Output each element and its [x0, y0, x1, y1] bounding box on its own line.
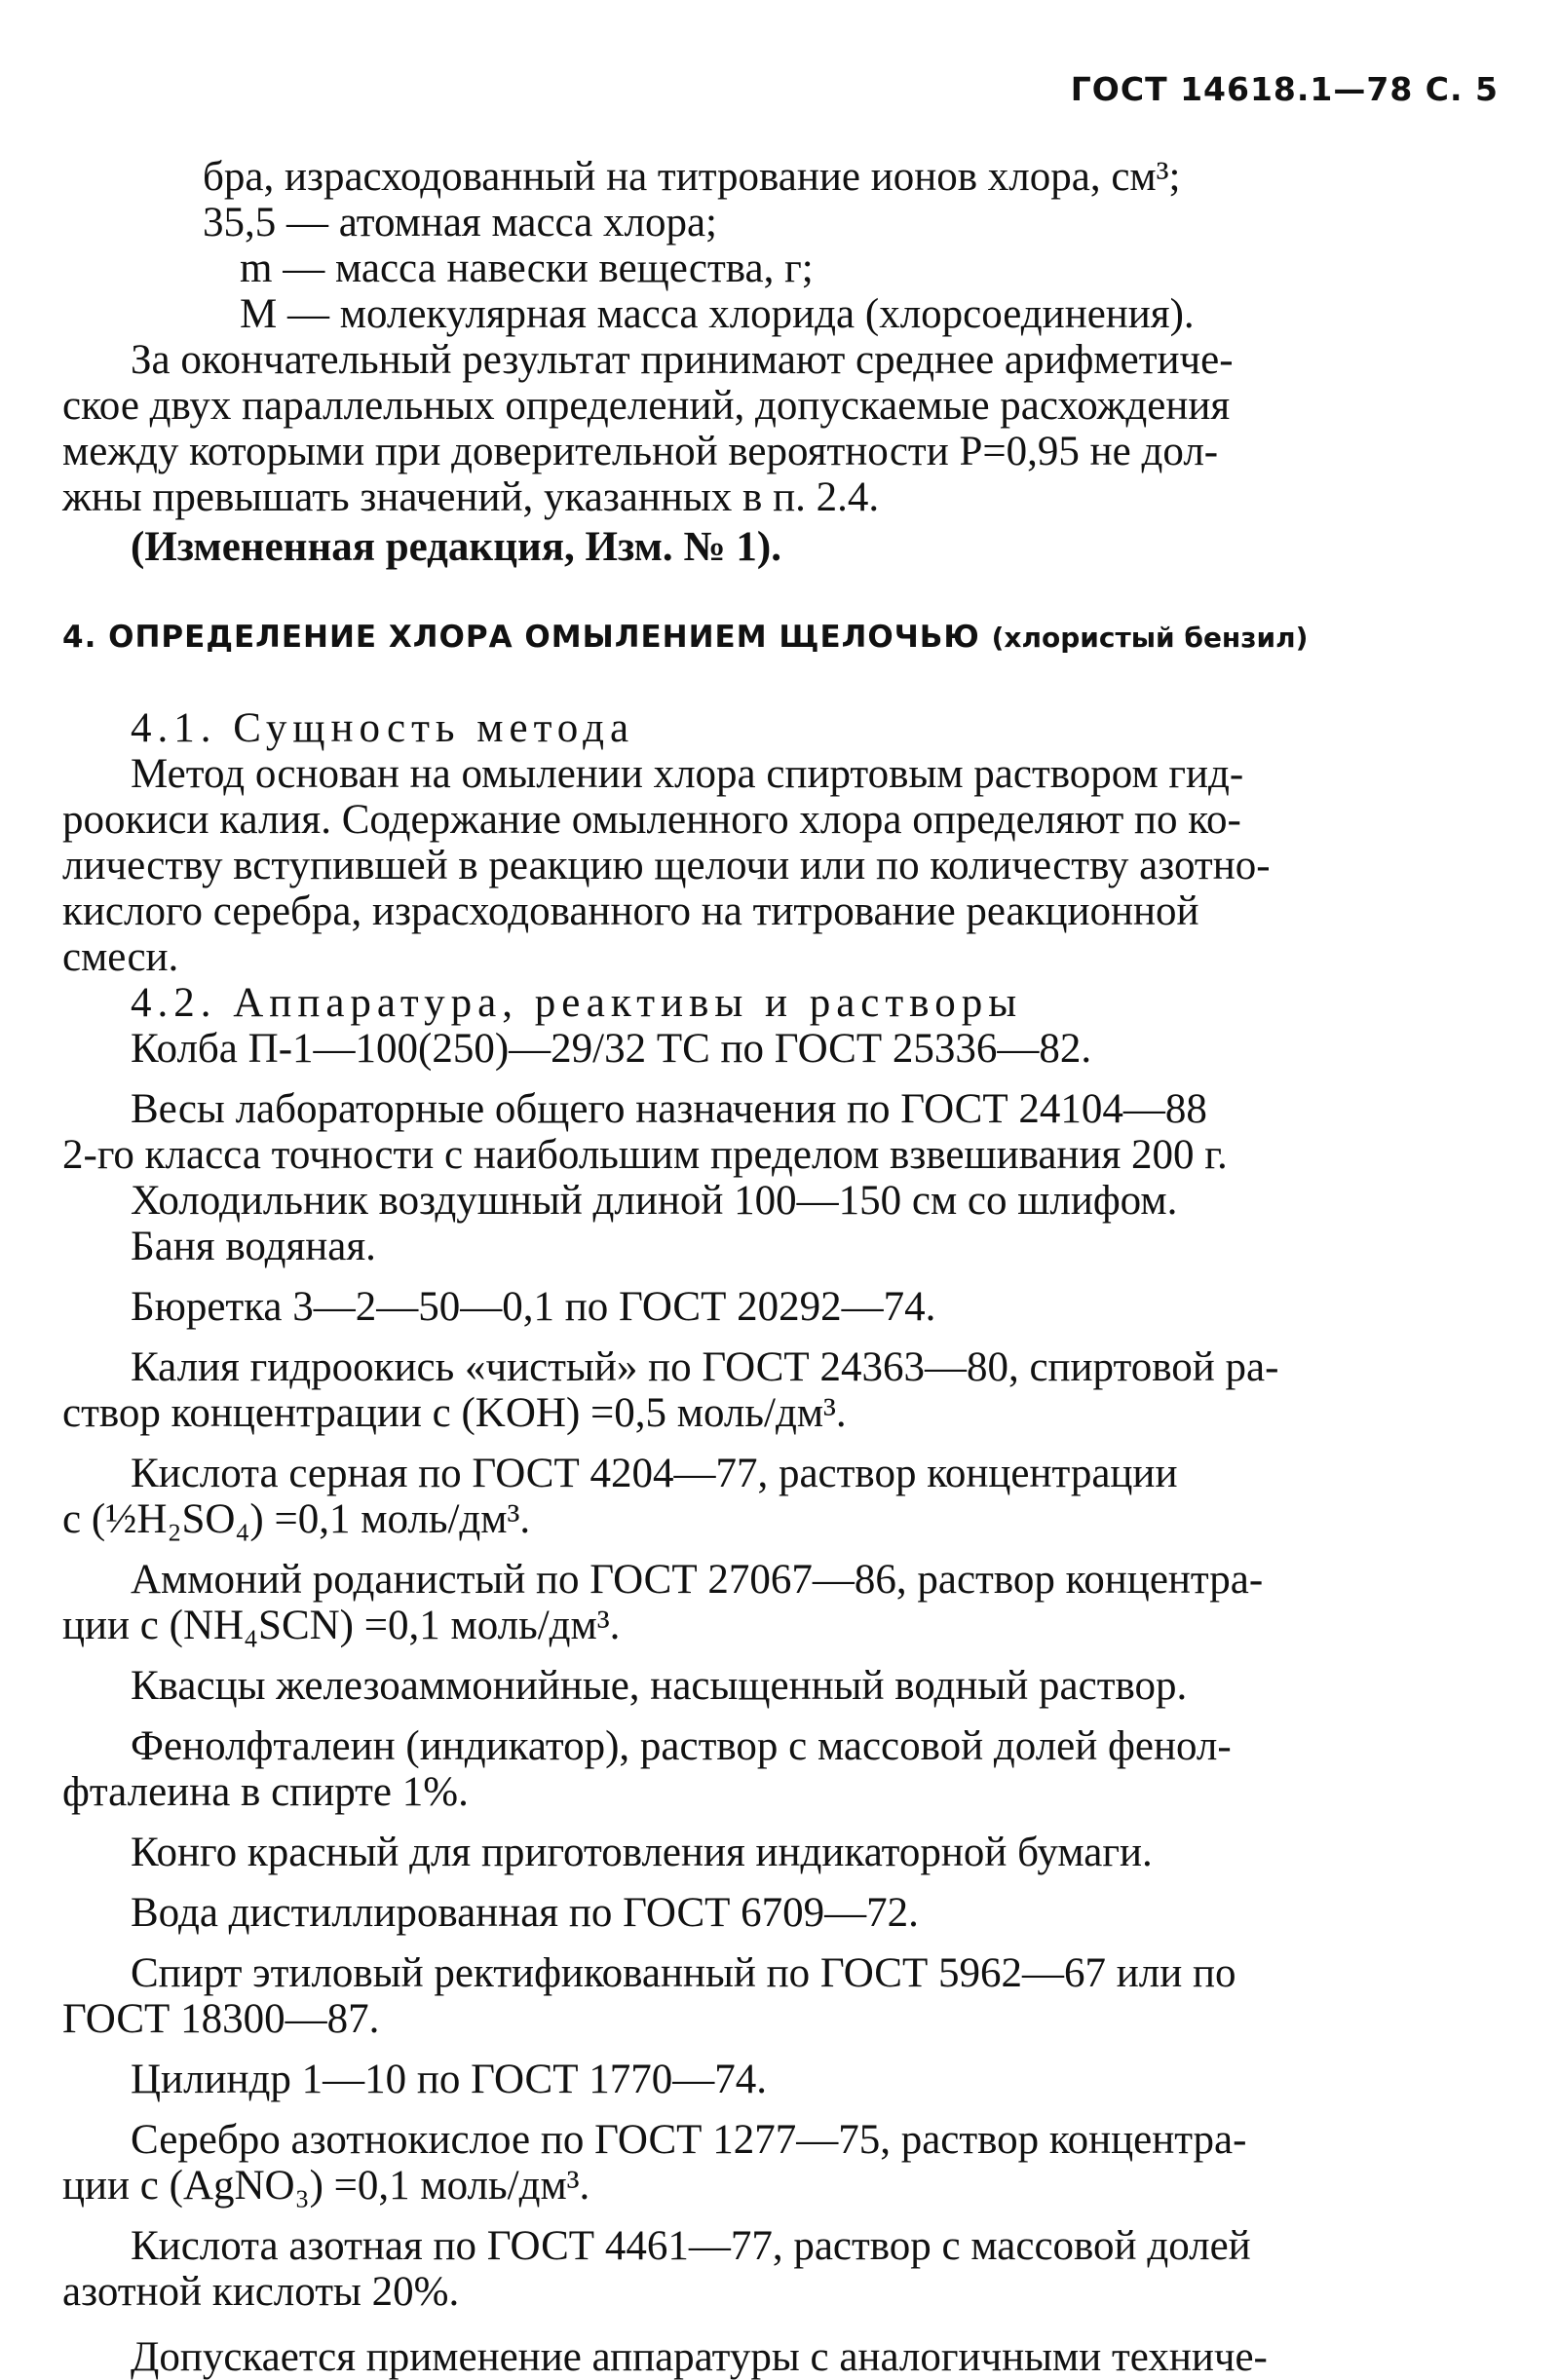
document-body: [62, 154, 1504, 2380]
reagent-item: Баня водяная.: [131, 1224, 376, 1269]
reagent-item: Цилиндр 1—10 по ГОСТ 1770—74.: [131, 2057, 767, 2102]
text-line: личеству вступившей в реакцию щелочи или по количеству азотно-: [62, 843, 1271, 888]
reagent-item-cont: азотной кислоты 20%.: [62, 2269, 460, 2315]
section-heading: [62, 615, 1504, 661]
text-line: смеси.: [62, 934, 179, 980]
reagent-item: Вода дистиллированная по ГОСТ 6709—72.: [131, 1890, 919, 1936]
section-heading-main: 4. ОПРЕДЕЛЕНИЕ ХЛОРА ОМЫЛЕНИЕМ ЩЕЛОЧЬЮ: [62, 620, 980, 655]
reagent-item-cont: створ концентрации c (KOH) =0,5 моль/дм³.: [62, 1390, 847, 1436]
reagent-item: Серебро азотнокислое по ГОСТ 1277—75, раствор концентра-: [131, 2117, 1247, 2163]
reagent-item: Квасцы железоаммонийные, насыщенный водный раствор.: [131, 1663, 1188, 1709]
text-line: 35,5 — атомная масса хлора;: [203, 200, 717, 246]
page-header: ГОСТ 14618.1—78 С. 5: [1070, 70, 1499, 108]
text-line: Метод основан на омылении хлора спиртовым раствором гид-: [131, 751, 1244, 797]
reagent-item-cont: ГОСТ 18300—87.: [62, 1996, 380, 2042]
text-line: бра, израсходованный на титрование ионов хлора, см³;: [203, 154, 1181, 200]
subsection-heading: 4.1. Сущность метода: [131, 705, 635, 751]
reagent-item: Конго красный для приготовления индикаторной бумаги.: [131, 1830, 1153, 1875]
reagent-item: Кислота азотная по ГОСТ 4461—77, раствор с массовой долей: [131, 2223, 1251, 2269]
reagent-item: Весы лабораторные общего назначения по ГОСТ 24104—88: [131, 1086, 1207, 1132]
text-line: За окончательный результат принимают среднее арифметиче-: [131, 337, 1234, 383]
reagent-item: Кислота серная по ГОСТ 4204—77, раствор концентрации: [131, 1451, 1178, 1496]
reagent-item: Калия гидроокись «чистый» по ГОСТ 24363—80, спиртовой ра-: [131, 1344, 1279, 1390]
text-line: Допускается применение аппаратуры с аналогичными техниче-: [131, 2334, 1268, 2380]
reagent-item: Холодильник воздушный длиной 100—150 см со шлифом.: [131, 1178, 1178, 1224]
reagent-item-cont: фталеина в спирте 1%.: [62, 1769, 469, 1815]
reagent-item-cont: ции c (NH₄SCN) =0,1 моль/дм³.: [62, 1603, 621, 1648]
amendment-note: (Измененная редакция, Изм. № 1).: [131, 524, 781, 570]
text-line: жны превышать значений, указанных в п. 2.4.: [62, 474, 880, 520]
reagent-item: Спирт этиловый ректификованный по ГОСТ 5962—67 или по: [131, 1950, 1236, 1996]
text-line: кислого серебра, израсходованного на титрование реакционной: [62, 888, 1199, 934]
reagent-item: Фенолфталеин (индикатор), раствор с массовой долей фенол-: [131, 1723, 1232, 1769]
text-line: между которыми при доверительной вероятности P=0,95 не дол-: [62, 429, 1219, 474]
text-line: M — молекулярная масса хлорида (хлорсоединения).: [240, 291, 1195, 337]
subsection-heading: 4.2. Аппаратура, реактивы и растворы: [131, 980, 1023, 1026]
reagent-item: Бюретка 3—2—50—0,1 по ГОСТ 20292—74.: [131, 1284, 936, 1330]
reagent-item: Аммоний роданистый по ГОСТ 27067—86, раствор концентра-: [131, 1557, 1264, 1603]
reagent-item-cont: 2-го класса точности с наибольшим пределом взвешивания 200 г.: [62, 1132, 1228, 1178]
reagent-item-cont: c (½H₂SO₄) =0,1 моль/дм³.: [62, 1496, 531, 1542]
text-line: роокиси калия. Содержание омыленного хлора определяют по ко-: [62, 797, 1241, 843]
reagent-item-cont: ции c (AgNO₃) =0,1 моль/дм³.: [62, 2163, 590, 2209]
reagent-item: Колба П-1—100(250)—29/32 ТС по ГОСТ 25336—82.: [131, 1026, 1092, 1072]
text-line: ское двух параллельных определений, допускаемые расхождения: [62, 383, 1231, 429]
section-heading-sub: (хлористый бензил): [991, 622, 1309, 654]
text-line: m — масса навески вещества, г;: [240, 246, 814, 291]
